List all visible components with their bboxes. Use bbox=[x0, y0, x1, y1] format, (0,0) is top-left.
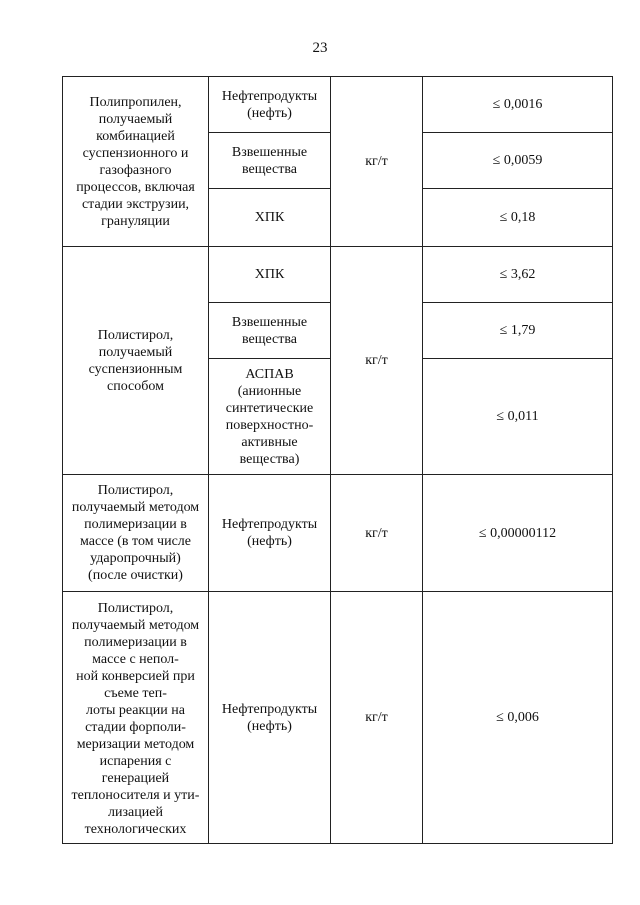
substance-cell: АСПАВ (анионные синтетические поверхностно- активные вещества) bbox=[209, 359, 331, 475]
substance-cell: Взвешенные вещества bbox=[209, 303, 331, 359]
value-cell: ≤ 0,0016 bbox=[423, 77, 613, 133]
substance-cell: Нефтепродукты (нефть) bbox=[209, 77, 331, 133]
value-cell: ≤ 0,0059 bbox=[423, 133, 613, 189]
page-number: 23 bbox=[312, 40, 328, 56]
table-row bbox=[63, 592, 613, 844]
table-row bbox=[63, 475, 613, 592]
value-cell: ≤ 3,62 bbox=[423, 247, 613, 303]
table-row bbox=[63, 247, 613, 303]
product-cell: Полистирол, получаемый методом полимеризации в массе с непол- ной конверсией при съеме теп- лоты реакции на стадии форполи- меризации методом испарения с генерацией теплоносителя и ути- лизацией технологических bbox=[63, 592, 209, 844]
table-row bbox=[63, 77, 613, 133]
substance-cell: ХПК bbox=[209, 189, 331, 247]
substance-cell: Нефтепродукты (нефть) bbox=[209, 592, 331, 844]
value-cell: ≤ 0,18 bbox=[423, 189, 613, 247]
unit-cell: кг/т bbox=[331, 592, 423, 844]
value-cell: ≤ 1,79 bbox=[423, 303, 613, 359]
value-cell: ≤ 0,006 bbox=[423, 592, 613, 844]
product-cell: Полипропилен, получаемый комбинацией суспензионного и газофазного процессов, включая стадии экструзии, грануляции bbox=[63, 77, 209, 247]
value-cell: ≤ 0,011 bbox=[423, 359, 613, 475]
unit-cell: кг/т bbox=[331, 475, 423, 592]
substance-cell: Взвешенные вещества bbox=[209, 133, 331, 189]
value-cell: ≤ 0,00000112 bbox=[423, 475, 613, 592]
product-cell: Полистирол, получаемый суспензионным способом bbox=[63, 247, 209, 475]
substance-cell: ХПК bbox=[209, 247, 331, 303]
unit-cell: кг/т bbox=[331, 247, 423, 475]
substance-cell: Нефтепродукты (нефть) bbox=[209, 475, 331, 592]
unit-cell: кг/т bbox=[331, 77, 423, 247]
emissions-table bbox=[62, 76, 613, 844]
product-cell: Полистирол, получаемый методом полимеризации в массе (в том числе ударопрочный) (после очистки) bbox=[63, 475, 209, 592]
